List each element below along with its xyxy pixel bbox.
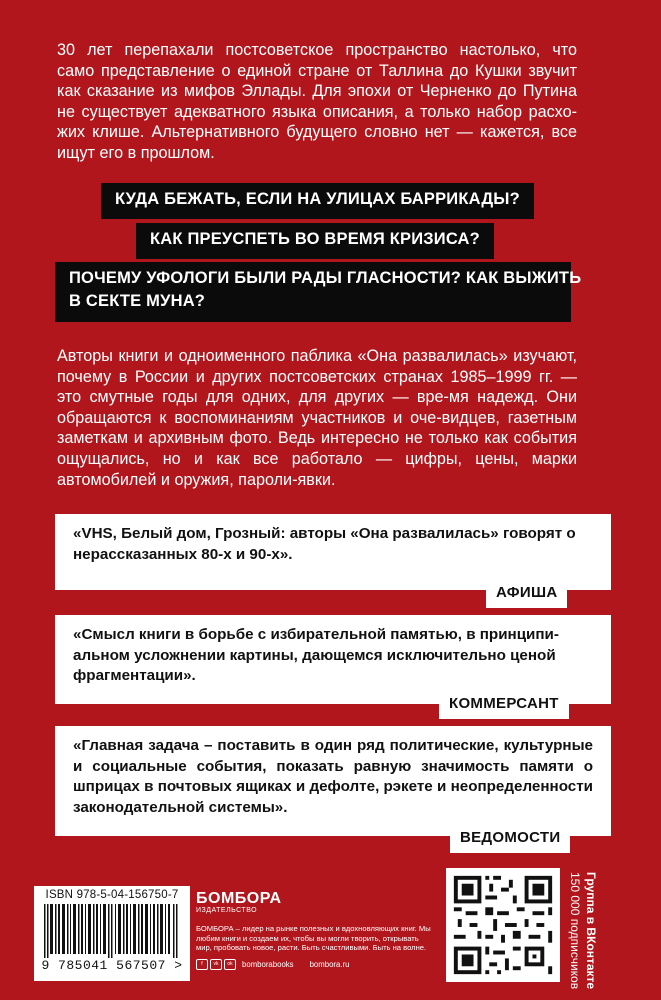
publisher-handle[interactable]: bomborabooks <box>242 959 294 969</box>
publisher-block <box>196 890 436 970</box>
qr-code[interactable] <box>446 868 560 982</box>
question-barricades: КУДА БЕЖАТЬ, ЕСЛИ НА УЛИЦАХ БАРРИКАДЫ? <box>101 183 534 219</box>
question-line: ПОЧЕМУ УФОЛОГИ БЫЛИ РАДЫ ГЛАСНОСТИ? КАК ВЫЖИТЬ <box>69 269 582 287</box>
publisher-site[interactable]: bombora.ru <box>309 959 350 969</box>
intro-line: 30 лет перепахали постсоветское пространство настолько, что <box>57 41 577 59</box>
vk-icon: vk <box>210 959 222 970</box>
publisher-logo: БОМБОРА <box>196 890 282 907</box>
question-ufologists <box>55 262 582 322</box>
review-source-kommersant: КОММЕРСАНТ <box>439 689 569 719</box>
social-network-icon: f <box>196 959 208 970</box>
qr-code-pattern <box>446 868 560 982</box>
publisher-slogan: БОМБОРА – лидер на рынке полезных и вдохновляющих книг. Мы любим книги и создаем их, чтобы вы могли творить, открывать мир, пробовать новое, расти. Быть счастливыми. Быть на волне. <box>196 924 431 953</box>
intro-line: ищут его в прошлом. <box>57 143 215 162</box>
question-crisis: КАК ПРЕУСПЕТЬ ВО ВРЕМЯ КРИЗИСА? <box>136 223 494 259</box>
question-line: В СЕКТЕ МУНА? <box>69 292 206 310</box>
vk-group-info <box>568 872 600 992</box>
intro-line: само представление о единой стране от Таллина до Кушки звучит <box>57 61 577 80</box>
intro-paragraph <box>57 40 577 164</box>
intro-line: как сказание из мифов Эллады. Для эпохи от Черненко до Путина <box>57 82 577 101</box>
vk-subscribers: 150 000 подписчиков <box>568 872 582 990</box>
ok-icon: ok <box>224 959 236 970</box>
intro-line: жих клише. Альтернативного будущего словно нет — кажется, все <box>57 123 577 142</box>
barcode-bars <box>44 904 180 958</box>
social-icons <box>196 959 236 970</box>
review-quote-afisha: «VHS, Белый дом, Грозный: авторы «Она развалилась» говорят о нерассказанных 80-х и 90-х». <box>55 514 611 590</box>
vk-group-label: Группа в ВКонтакте <box>584 872 598 990</box>
publisher-social <box>196 959 436 970</box>
publisher-logo-subtitle: ИЗДАТЕЛЬСТВО <box>196 907 258 914</box>
review-quote-kommersant: «Смысл книги в борьбе с избирательной памятью, в принципи-альном усложнении картины, дающемся исключительно ценой фрагментации». <box>55 615 611 704</box>
review-source-afisha: АФИША <box>486 578 567 608</box>
review-quote-vedomosti: «Главная задача – поставить в один ряд политические, культурные и социальные события, показать равную значимость памяти о шприцах в почтовых ящиках и дефолте, рэкете и неопределенности законодательной системы». <box>55 726 611 836</box>
intro-line: не существует адекватного языка описания, а только набор расхо- <box>57 102 577 121</box>
isbn-text: ISBN 978-5-04-156750-7 <box>45 889 179 901</box>
description-paragraph: Авторы книги и одноименного паблика «Она развалилась» изучают, почему в России и других постсоветских странах 1985–1999 гг. — это смутные годы для одних, для других — вре-мя надежд. Они обращаются к воспоминаниям участников и оче-видцев, газетным заметкам и архивным фото. Ведь интересно не только как события ощущались, но и как все работало — цифры, цены, марки автомобилей и оружия, пароли-явки. <box>57 347 577 489</box>
ean-number: 9 785041 567507 > <box>41 958 183 973</box>
isbn-barcode <box>34 886 190 981</box>
review-source-vedomosti: ВЕДОМОСТИ <box>450 823 570 853</box>
